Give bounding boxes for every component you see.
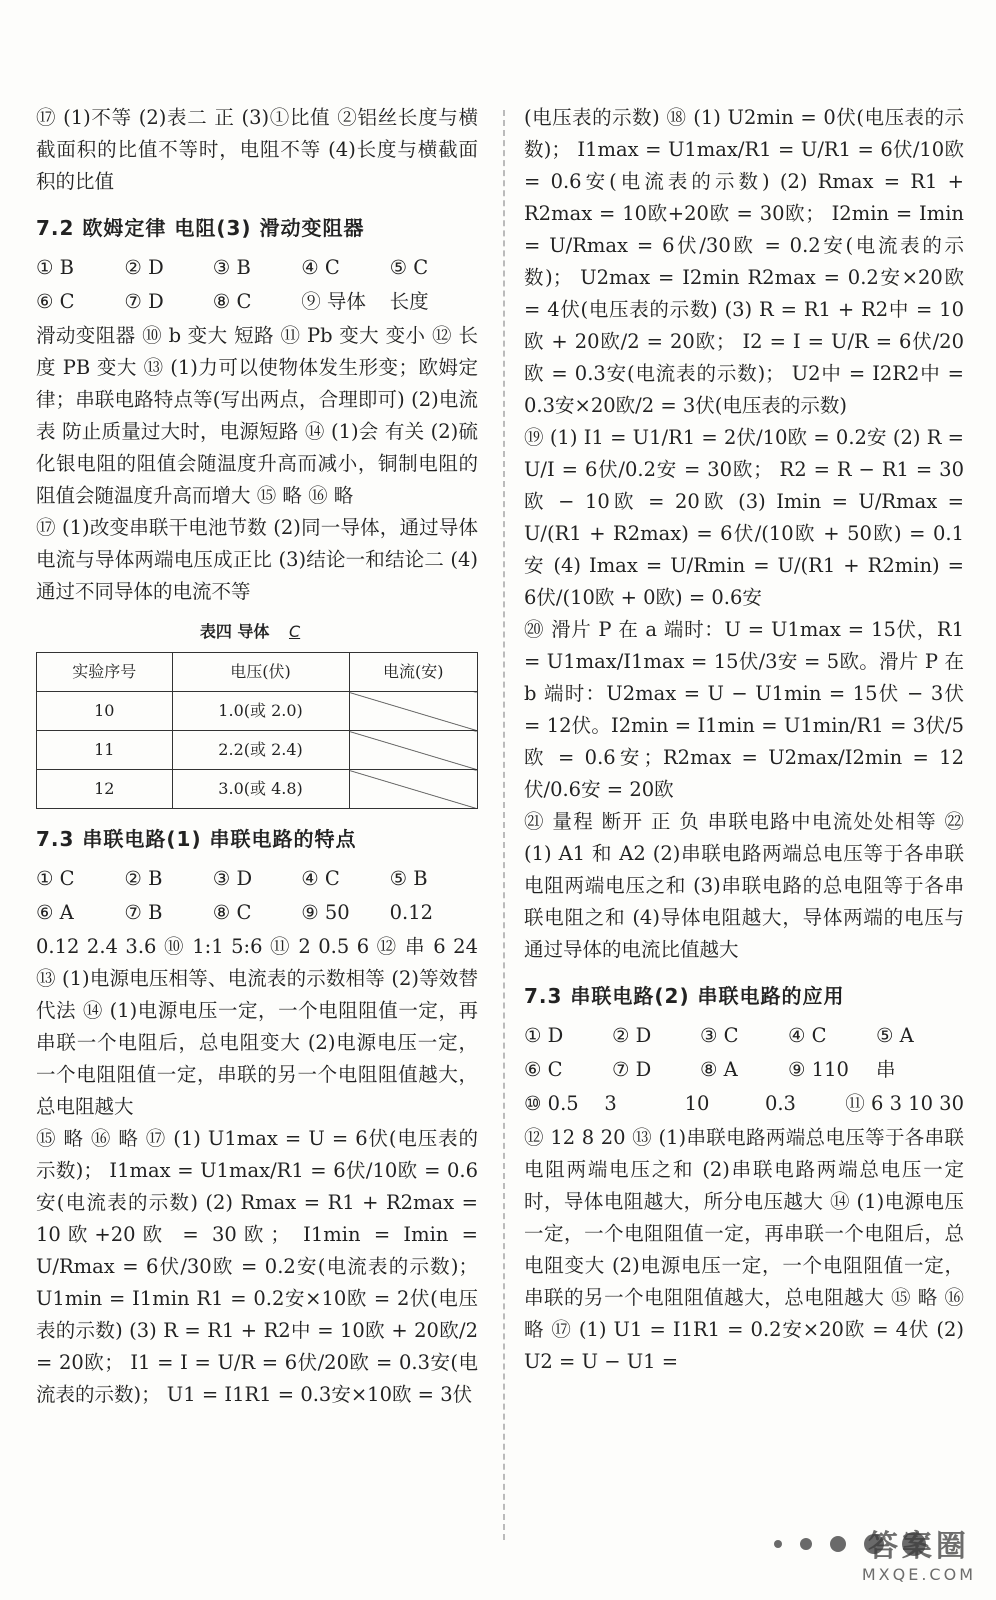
- table-header: 电压(伏): [172, 653, 349, 692]
- answer-cell: ① D: [524, 1024, 564, 1047]
- answer-grid-row: [524, 1088, 964, 1120]
- answer-cell: ⑧ C: [212, 290, 252, 313]
- section-title-7-2: 7.2 欧姆定律 电阻(3) 滑动变阻器: [36, 216, 365, 240]
- table-cell: 1.0(或 2.0): [172, 692, 349, 731]
- answer-cell: ⑩ 0.5: [524, 1092, 579, 1115]
- answer-cell: ⑤ B: [389, 867, 428, 890]
- column-divider: [503, 110, 505, 1540]
- table-header: 实验序号: [37, 653, 173, 692]
- answer-cell: ⑥ C: [36, 290, 75, 313]
- answer-cell: ⑨ 110: [788, 1058, 849, 1081]
- answer-paragraph: 0.12 2.4 3.6 ⑩ 1:1 5:6 ⑪ 2 0.5 6 ⑫ 串 6 24 ⑬ (1)电源电压相等、电流表的示数相等 (2)等效替代法 ⑭ (1)电源电压一定，一个电阻阻值一定，再串联一个电阻后，总电阻变大 (2)电源电压一定，一个电阻阻值一定，串联的另一个电阻阻值越大，总电阻越大: [36, 935, 478, 1118]
- answer-cell: ⑥ C: [524, 1058, 563, 1081]
- answer-cell: ④ C: [301, 867, 340, 890]
- answer-cell: ③ C: [700, 1024, 739, 1047]
- answer-cell: ② B: [124, 867, 163, 890]
- table-header: 电流(安): [349, 653, 477, 692]
- table-row: [37, 692, 478, 731]
- table-caption: [36, 616, 478, 648]
- section-title-7-3-1: 7.3 串联电路(1) 串联电路的特点: [36, 827, 357, 851]
- answer-cell: 串: [876, 1058, 896, 1081]
- answer-grid-row: [524, 1020, 964, 1052]
- answer-grid-row: [36, 863, 478, 895]
- answer-cell: ④ C: [788, 1024, 827, 1047]
- dot-icon: [774, 1540, 782, 1548]
- table-row: [37, 731, 478, 770]
- answer-paragraph: ⑫ 12 8 20 ⑬ (1)串联电路两端总电压等于各串联电阻两端电压之和 (2)串联电路两端总电压一定时，导体电阻越大，所分电压越大 ⑭ (1)电源电压一定，一个电阻阻值一定，再串联一个电阻后，总电阻变大 (2)电源电压一定，一个电阻阻值一定，串联的另一个电阻阻值越大，总电阻越大 ⑮ 略 ⑯ 略 ⑰ (1) U1 = I1R1 = 0.2安×20欧 = 4伏 (2) U2 = U − U1 =: [524, 1126, 964, 1373]
- answer-cell: ⑨ 导体: [301, 290, 366, 313]
- table-cell: 2.2(或 2.4): [172, 731, 349, 770]
- answer-cell: 3: [604, 1092, 617, 1115]
- answer-cell: ⑦ D: [124, 290, 164, 313]
- answer-grid-row: [36, 286, 478, 318]
- answer-cell: ② D: [612, 1024, 652, 1047]
- table-caption-label: 表四 导体: [199, 622, 270, 641]
- answer-cell: ② D: [124, 256, 164, 279]
- answer-cell: 0.3: [764, 1092, 796, 1115]
- answer-paragraph: ⑰ (1)改变串联干电池节数 (2)同一导体，通过导体电流与导体两端电压成正比 (3)结论一和结论二 (4)通过不同导体的电流不等: [36, 516, 478, 603]
- dot-icon: [830, 1536, 846, 1552]
- answer-cell: ③ D: [212, 867, 253, 890]
- answer-cell: ⑤ C: [389, 256, 429, 279]
- answer-paragraph: 滑动变阻器 ⑩ b 变大 短路 ⑪ Pb 变大 变小 ⑫ 长度 PB 变大 ⑬ (1)力可以使物体发生形变；欧姆定律；串联电路特点等(写出两点，合理即可) (2)电流表 防止质量过大时，电源短路 ⑭ (1)会 有关 (2)硫化银电阻的阻值会随温度升高而减小，铜制电阻的阻值会随温度升高而增大 ⑮ 略 ⑯ 略: [36, 324, 478, 507]
- dot-icon: [800, 1538, 812, 1550]
- table-cell: 10: [37, 692, 173, 731]
- answer-cell: ⑦ B: [124, 901, 163, 924]
- answer-cell: ⑦ D: [612, 1058, 652, 1081]
- answer-cell: ⑧ C: [212, 901, 252, 924]
- answer-cell: ⑤ A: [876, 1024, 914, 1047]
- answer-cell: ① C: [36, 867, 75, 890]
- answer-paragraph-19: ⑲ (1) I1 = U1/R1 = 2伏/10欧 = 0.2安 (2) R = U/I = 6伏/0.2安 = 30欧； R2 = R − R1 = 30欧 − 10欧 = 20欧 (3) Imin = U/Rmax = U/(R1 + R2max) = 6伏/(10欧 + 50欧) = 0.1安 (4) Imax = U/Rmin = U/(R1 + R2min) = 6伏/(10欧 + 0欧) = 0.6安: [524, 426, 964, 609]
- table-cell-blank: [349, 731, 477, 770]
- logo-url: MXQE.COM: [861, 1565, 976, 1584]
- table-cell: 11: [37, 731, 173, 770]
- right-column: [524, 102, 964, 1378]
- answer-cell: 0.12: [389, 901, 434, 924]
- table-header-row: [37, 653, 478, 692]
- table-cell-blank: [349, 770, 477, 809]
- answer-paragraph-18: (电压表的示数) ⑱ (1) U2min = 0伏(电压表的示数)； I1max = U1max/R1 = U/R1 = 6伏/10欧 = 0.6安(电流表的示数) (2) Rmax = R1 + R2max = 10欧+20欧 = 30欧； I2min = Imin = U/Rmax = 6伏/30欧 = 0.2安(电流表的示数)； U2max = I2min R2max = 0.2安×20欧 = 4伏(电压表的示数) (3) R = R1 + R2中 = 10欧 + 20欧/2 = 20欧； I2 = I = U/R = 6伏/20欧 = 0.3安(电流表的示数)； U2中 = I2R2中 = 0.3安×20欧/2 = 3伏(电压表的示数): [524, 106, 964, 417]
- table-conductor: C: [288, 622, 301, 641]
- answer-cell: ① B: [36, 256, 75, 279]
- answer-grid-row: [36, 897, 478, 929]
- site-logo: [862, 1521, 976, 1584]
- answer-cell: ④ C: [301, 256, 340, 279]
- table-cell: 12: [37, 770, 173, 809]
- section-title-7-3-2: 7.3 串联电路(2) 串联电路的应用: [524, 984, 845, 1008]
- answer-paragraph: ⑮ 略 ⑯ 略 ⑰ (1) U1max = U = 6伏(电压表的示数)； I1max = U1max/R1 = 6伏/10欧 = 0.6安(电流表的示数) (2) Rmax = R1 + R2max = 10欧+20欧 = 30欧； I1min = Imin = U/Rmax = 6伏/30欧 = 0.2安(电流表的示数)； U1min = I1min R1 = 0.2安×10欧 = 2伏(电压表的示数) (3) R = R1 + R2中 = 10欧 + 20欧/2 = 20欧； I1 = I = U/R = 6伏/20欧 = 0.3安(电流表的示数)； U1 = I1R1 = 0.3安×10欧 = 3伏: [36, 1127, 478, 1406]
- answer-grid-row: [36, 252, 478, 284]
- answer-cell: ⑪ 6 3 10 30: [845, 1092, 964, 1115]
- answer-cell: 长度: [389, 290, 429, 313]
- answer-grid-row: [524, 1054, 964, 1086]
- table-cell-blank: [349, 692, 477, 731]
- answer-paragraph-21-22: ㉑ 量程 断开 正 负 串联电路中电流处处相等 ㉒ (1) A1 和 A2 (2)串联电路两端总电压等于各串联电阻两端电压之和 (3)串联电路的总电阻等于各串联电阻之和 (4)导体电阻越大，导体两端的电压与通过导体的电流比值越大: [524, 810, 964, 961]
- table-cell: 3.0(或 4.8): [172, 770, 349, 809]
- logo-text: 答案圈: [867, 1529, 970, 1564]
- table-row: [37, 770, 478, 809]
- answer-paragraph-17: ⑰ (1)不等 (2)表二 正 (3)①比值 ②铝丝长度与横截面积的比值不等时，电阻不等 (4)长度与横截面积的比值: [36, 106, 478, 193]
- answer-cell: ⑥ A: [36, 901, 74, 924]
- answer-paragraph-20: ⑳ 滑片 P 在 a 端时：U = U1max = 15伏，R1 = U1max/I1max = 15伏/3安 = 5欧。滑片 P 在 b 端时：U2max = U − U1min = 15伏 − 3伏 = 12伏。I2min = I1min = U1min/R1 = 3伏/5欧 = 0.6安；R2max = U2max/I2min = 12伏/0.6安 = 20欧: [524, 618, 964, 801]
- answer-cell: ⑨ 50: [301, 901, 350, 924]
- answer-cell: 10: [684, 1092, 710, 1115]
- answer-cell: ③ B: [212, 256, 251, 279]
- data-table: [36, 652, 478, 809]
- left-column: [36, 102, 478, 1411]
- answer-cell: ⑧ A: [700, 1058, 738, 1081]
